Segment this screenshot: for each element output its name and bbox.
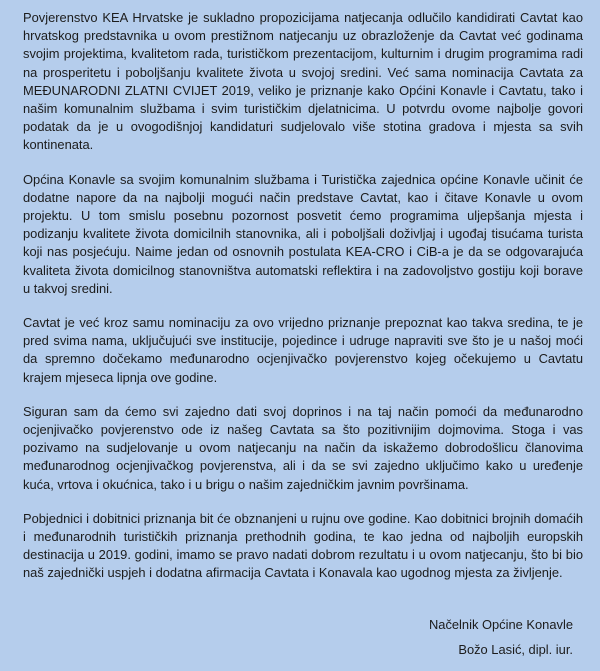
signature-role: Načelnik Općine Konavle (428, 617, 573, 632)
paragraph-nomination: Povjerenstvo KEA Hrvatske je sukladno propozicijama natjecanja odlučilo kandidirati Cavtat kao hrvatskog predstavnika u ovom prestižnom natjecanju uz obrazloženje da Cavtat već godinama svojim projektima, kvalitetom rada, turističkom prezentacijom, kulturnim i drugim programima radi na prosperitetu i poboljšanju kvalitete života u svojoj sredini. Već sama nominacija Cavtata za MEĐUNARODNI ZLATNI CVIJET 2019, veliko je priznanje kako Općini Konavle i Cavtatu, tako i našim komunalnim službama i svim turističkim djelatnicima. U potvrdu ovome najbolje govori podatak da je u ovogodišnjoj kandidaturi sudjelovalo više stotina gradova i mjesta sa svih kontinenata. (23, 10, 583, 153)
paragraph-invitation: Siguran sam da ćemo svi zajedno dati svoj doprinos i na taj način pomoći da međunarodno ocjenjivačko povjerenstvo ode iz našeg Cavtata sa što pozitivnijim dojmovima. Stoga i vas pozivamo na sudjelovanje u ovom natjecanju na način da iskažemo dobrodošlicu članovima međunarodnog ocjenjivačkog povjerenstva, ali i da se svi zajedno uključimo kako u uređenje kuća, vrtova i okućnica, tako i u brigu o našim zajedničkim javnim površinama. (23, 403, 583, 492)
paragraph-results: Pobjednici i dobitnici priznanja bit će obznanjeni u rujnu ove godine. Kao dobitnici brojnih domaćih i međunarodnih turističkih priznanja prethodnih godina, te kao jedna od najboljih europskih destinacija u 2019. godini, imamo se pravo nadati dobrom rezultatu i u ovom natjecanju, što bi bio naš zajednički uspjeh i dodatna afirmacija Cavtata i Konavala kao ugodnog mjesta za življenje. (23, 510, 583, 581)
paragraph-commission-visit: Cavtat je već kroz samu nominaciju za ovo vrijedno priznanje prepoznat kao takva sredina, te je pred svima nama, uključujući sve institucije, pojedince i udruge napraviti sve što je u našoj moći da spremno dočekamo međunarodno ocjenjivačko povjerenstvo kojeg očekujemo u Cavtatu krajem mjeseca lipnja ove godine. (23, 315, 583, 385)
signature-name: Božo Lasić, dipl. iur. (458, 642, 573, 657)
paragraph-municipality-efforts: Općina Konavle sa svojim komunalnim službama i Turistička zajednica općine Konavle učinit će dodatne napore da na najbolji mogući način predstave Cavtat, kao i čitave Konavle u ovom projektu. U tom smislu posebnu pozornost posvetit ćemo programima uljepšanja mjesta i podizanju kvalitete života domicilnih stanovnika, ali i poboljšali doživljaj i ugođaj tisućama turista koji nas posjećuju. Naime jedan od osnovnih postulata KEA-CRO i CiB-a je da se odgovarajuća kvaliteta života domicilnog stanovništva automatski reflektira i na zadovoljstvo gostiju koji borave u takvoj sredini. (23, 171, 583, 296)
